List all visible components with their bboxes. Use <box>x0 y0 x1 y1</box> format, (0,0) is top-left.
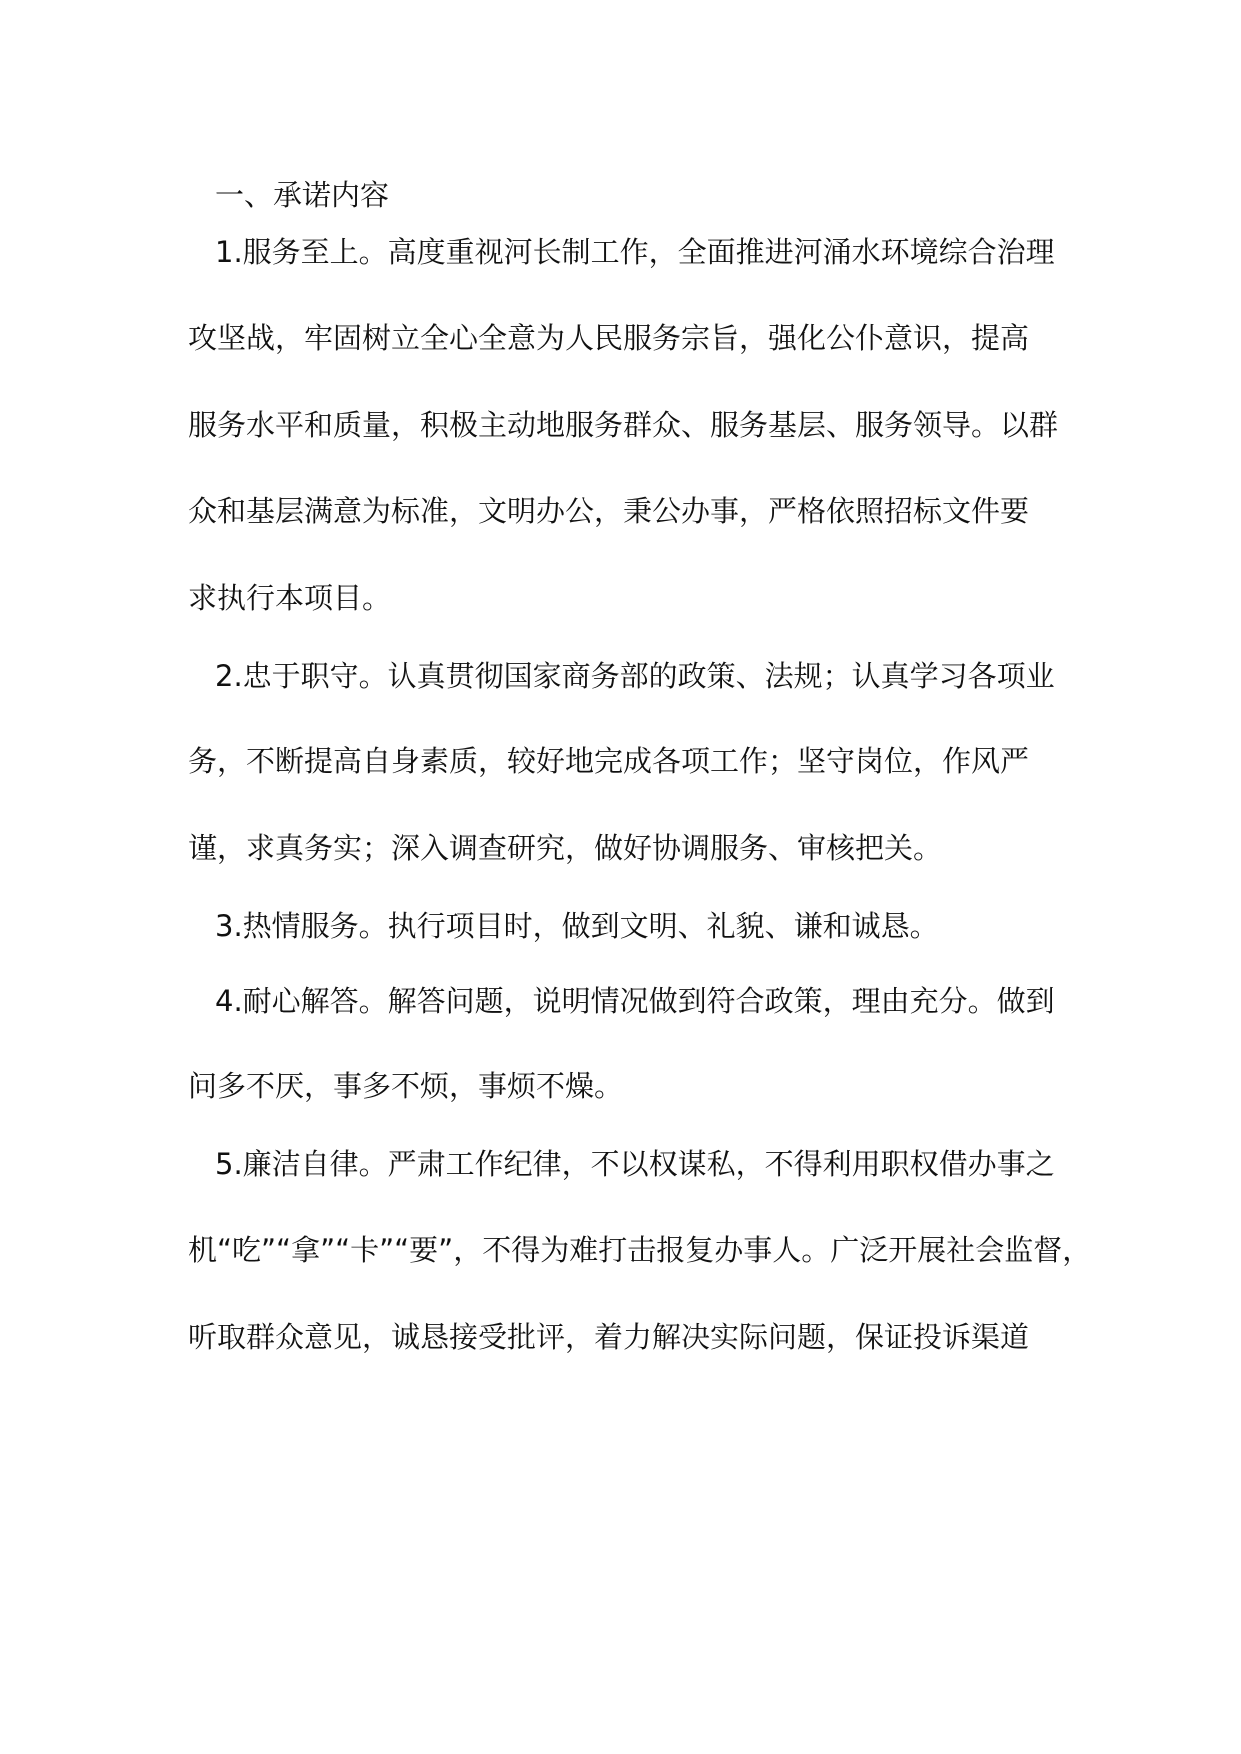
paragraph-line: 3.热情服务。执行项目时，做到文明、礼貌、谦和诚恳。 <box>215 909 939 943</box>
paragraph-line: 听取群众意见，诚恳接受批评，着力解决实际问题，保证投诉渠道 <box>188 1320 1030 1354</box>
paragraph-line: 攻坚战，牢固树立全心全意为人民服务宗旨，强化公仆意识，提高 <box>188 321 1030 355</box>
paragraph-line: 务，不断提高自身素质，较好地完成各项工作；坚守岗位，作风严 <box>188 744 1030 778</box>
section-heading: 一、承诺内容 <box>215 178 390 212</box>
paragraph-line: 5.廉洁自律。严肃工作纪律，不以权谋私，不得利用职权借办事之 <box>215 1147 1055 1181</box>
paragraph-line: 谨，求真务实；深入调查研究，做好协调服务、审核把关。 <box>188 831 943 865</box>
paragraph-line: 众和基层满意为标准，文明办公，秉公办事，严格依照招标文件要 <box>188 494 1030 528</box>
paragraph-line: 问多不厌，事多不烦，事烦不燥。 <box>188 1069 624 1103</box>
paragraph-line: 机“吃”“拿”“卡”“要”，不得为难打击报复办事人。广泛开展社会监督， <box>188 1233 1092 1267</box>
paragraph-line: 求执行本项目。 <box>188 581 392 615</box>
paragraph-line: 服务水平和质量，积极主动地服务群众、服务基层、服务领导。以群 <box>188 408 1059 442</box>
paragraph-line: 2.忠于职守。认真贯彻国家商务部的政策、法规；认真学习各项业 <box>215 659 1055 693</box>
paragraph-line: 4.耐心解答。解答问题，说明情况做到符合政策，理由充分。做到 <box>215 984 1055 1018</box>
paragraph-line: 1.服务至上。高度重视河长制工作，全面推进河涌水环境综合治理 <box>215 235 1055 269</box>
